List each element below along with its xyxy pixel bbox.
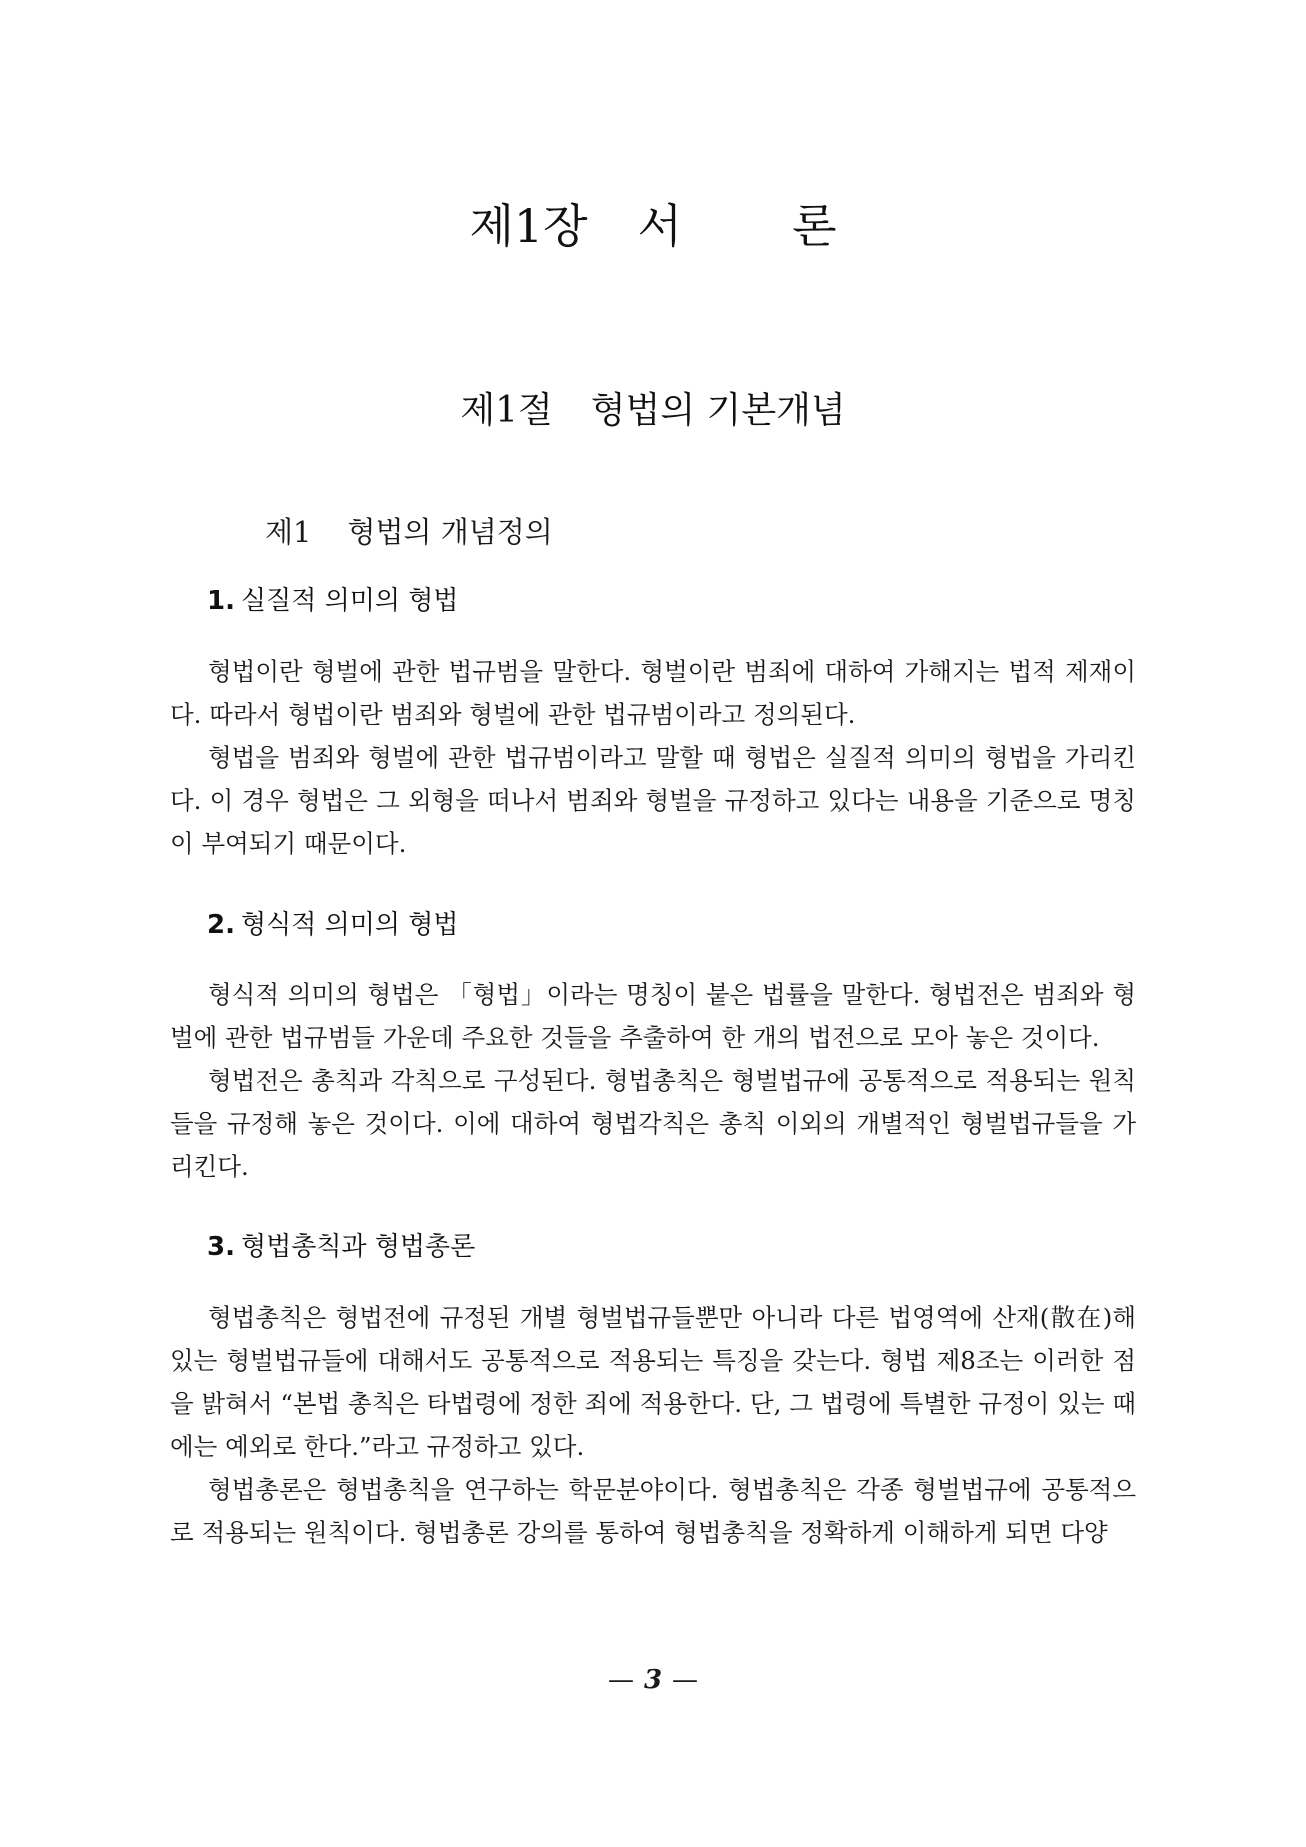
chapter-title — [0, 196, 1306, 256]
page-number-dash-left: — — [607, 1665, 634, 1695]
section-title-text: 형법의 기본개념 — [590, 390, 846, 431]
heading-number: 2. — [207, 910, 235, 940]
chapter-number: 제1장 — [469, 199, 588, 253]
paragraph: 형법이란 형벌에 관한 법규범을 말한다. 형벌이란 범죄에 대하여 가해지는 법적 제재이다. 따라서 형법이란 범죄와 형벌에 관한 법규범이라고 정의된다. — [170, 657, 1136, 729]
section-title — [0, 386, 1306, 436]
paragraph: 형식적 의미의 형법은 「형법」이라는 명칭이 붙은 법률을 말한다. 형법전은 범죄와 형벌에 관한 법규범들 가운데 주요한 것들을 추출하여 한 개의 법전으로 모아 놓은 것이다. — [170, 980, 1136, 1052]
subsection-title — [265, 512, 553, 552]
subsection-title-text: 형법의 개념정의 — [347, 515, 553, 549]
page-number-dash-right: — — [672, 1665, 699, 1695]
chapter-title-part-1: 서 — [637, 199, 683, 253]
section-number: 제1절 — [460, 390, 553, 431]
heading-3 — [207, 1229, 475, 1265]
heading-text: 형법총칙과 형법총론 — [240, 1232, 476, 1262]
paragraph: 형법을 범죄와 형벌에 관한 법규범이라고 말할 때 형법은 실질적 의미의 형법을 가리킨다. 이 경우 형법은 그 외형을 떠나서 범죄와 형벌을 규정하고 있다는 내용을 기준으로 명칭이 부여되기 때문이다. — [170, 743, 1136, 858]
heading-number: 3. — [207, 1232, 235, 1262]
heading-number: 1. — [207, 586, 235, 616]
paragraph: 형법총칙은 형법전에 규정된 개별 형벌법규들뿐만 아니라 다른 법영역에 산재(散在)해 있는 형벌법규들에 대해서도 공통적으로 적용되는 특징을 갖는다. 형법 제8조는 이러한 점을 밝혀서 “본법 총칙은 타법령에 정한 죄에 적용한다. 단, 그 법령에 특별한 규정이 있는 때에는 예외로 한다.”라고 규정하고 있다. — [170, 1303, 1136, 1461]
paragraph: 형법전은 총칙과 각칙으로 구성된다. 형법총칙은 형벌법규에 공통적으로 적용되는 원칙들을 규정해 놓은 것이다. 이에 대하여 형법각칙은 총칙 이외의 개별적인 형벌법규들을 가리킨다. — [170, 1066, 1136, 1181]
heading-2 — [207, 907, 458, 943]
chapter-title-part-2: 론 — [792, 199, 837, 253]
heading-1 — [207, 583, 458, 619]
page-number — [0, 1662, 1306, 1698]
paragraph: 형법총론은 형법총칙을 연구하는 학문분야이다. 형법총칙은 각종 형벌법규에 공통적으로 적용되는 원칙이다. 형법총론 강의를 통하여 형법총칙을 정확하게 이해하게 되면 다양 — [170, 1475, 1136, 1547]
heading-text: 실질적 의미의 형법 — [240, 586, 459, 616]
subsection-number: 제1 — [265, 515, 312, 549]
page-number-value: 3 — [643, 1665, 663, 1695]
heading-text: 형식적 의미의 형법 — [240, 910, 459, 940]
